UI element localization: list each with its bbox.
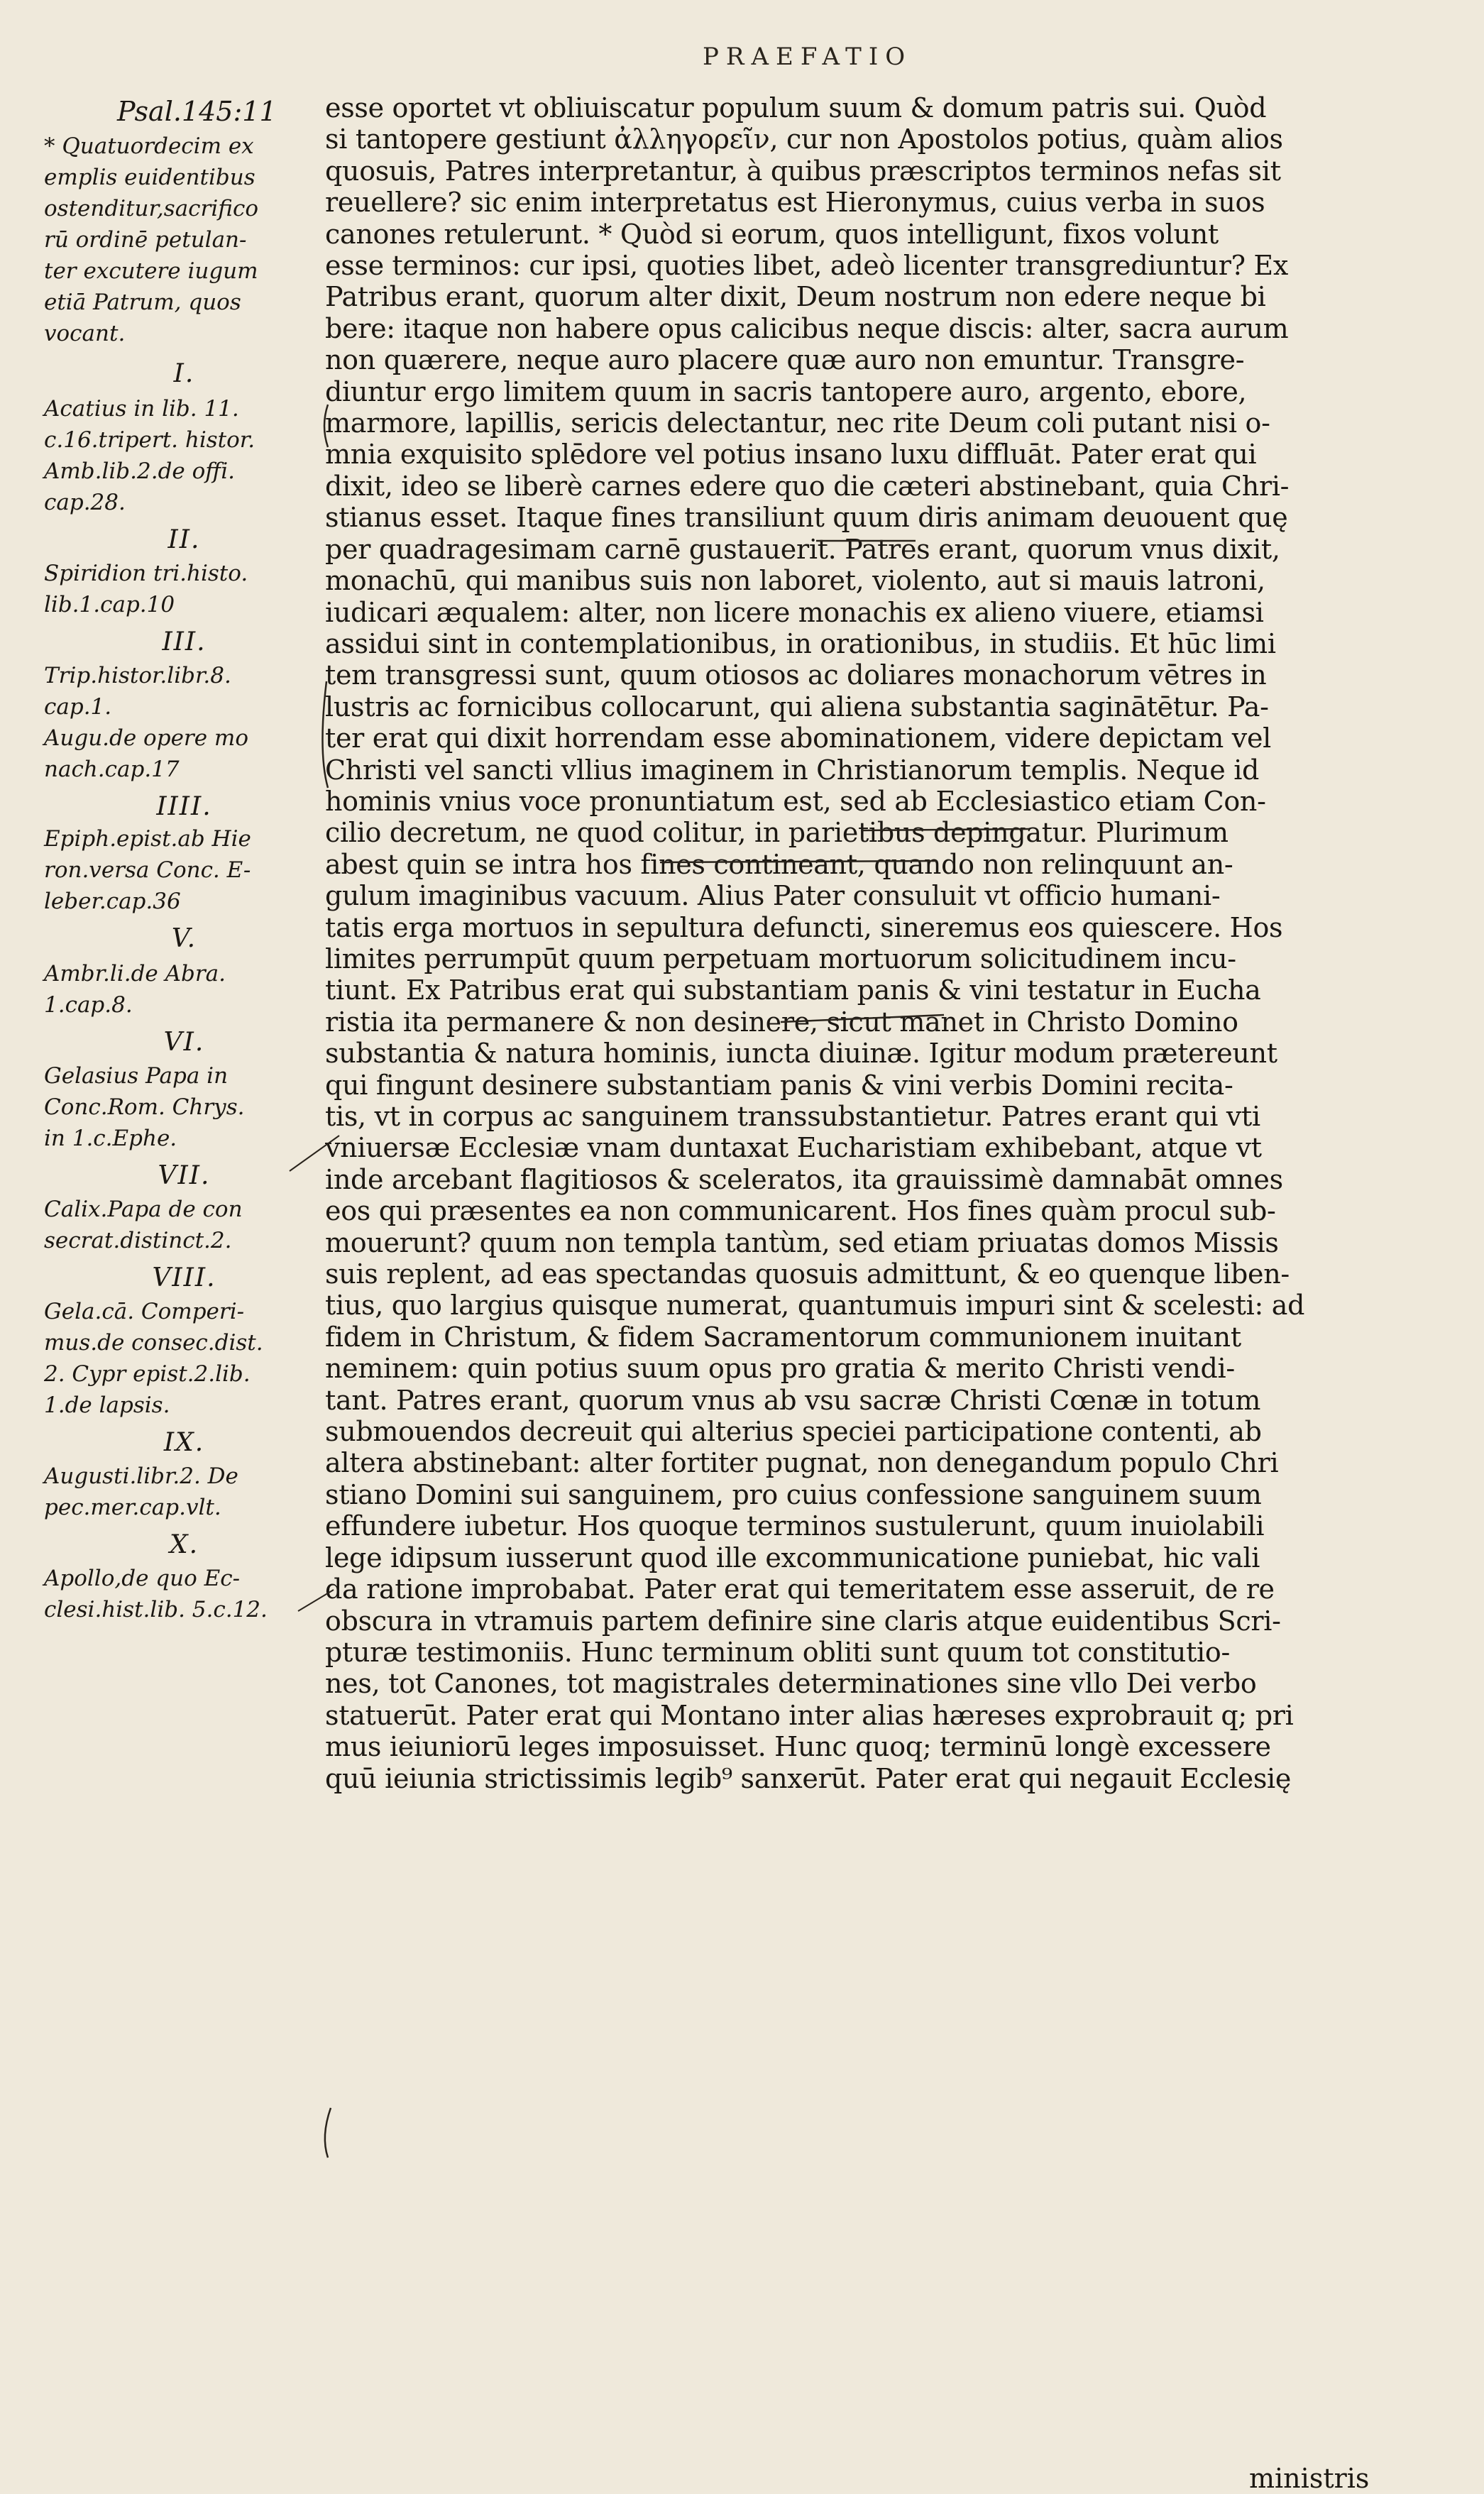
text-line: quosuis, Patres interpretantur, à quibus præscriptos terminos nefas sit	[325, 155, 1281, 187]
text-line: bere: itaque non habere opus calicibus neque discis: alter, sacra aurum	[325, 312, 1289, 344]
text-line: inde arcebant flagitiosos & sceleratos, ita grauissimè damnabāt omnes	[325, 1163, 1283, 1195]
margin-note: Calix.Papa de con secrat.distinct.2.	[44, 1197, 243, 1253]
text-line: Patribus erant, quorum alter dixit, Deum nostrum non edere neque bi	[325, 281, 1266, 313]
text-line: statuerūt. Pater erat qui Montano inter alias hæreses exprobrauit q; pri	[325, 1699, 1294, 1731]
text-line: esse terminos: cur ipsi, quoties libet, adeò licenter transgrediuntur? Ex	[325, 250, 1288, 282]
text-line: mus ieiuniorū leges imposuisset. Hunc quoq; terminū longè excessere	[325, 1731, 1271, 1763]
text-line: reuellere? sic enim interpretatus est Hieronymus, cuius verba in suos	[325, 187, 1265, 219]
text-line: monachū, qui manibus suis non laboret, violento, aut si mauis latroni,	[325, 565, 1265, 597]
text-line: stianus esset. Itaque fines transiliunt quum diris animam deuouent quę	[325, 502, 1288, 534]
text-line: mouerunt? quum non templa tantùm, sed etiam priuatas domos Missis	[325, 1226, 1279, 1258]
margin-section-number: I.	[173, 359, 195, 388]
margin-note: Ambr.li.de Abra. 1.cap.8.	[44, 961, 226, 1018]
running-head: PRAEFATIO	[703, 43, 913, 71]
text-line: tatis erga mortuos in sepultura defuncti, sineremus eos quiescere. Hos	[325, 911, 1283, 943]
text-line: fidem in Christum, & fidem Sacramentorum communionem inuitant	[325, 1321, 1241, 1353]
margin-notes	[44, 131, 324, 1625]
text-line: tem transgressi sunt, quum otiosos ac doliares monachorum vētres in	[325, 659, 1267, 691]
text-line: canones retulerunt. * Quòd si eorum, quos intelligunt, fixos volunt	[325, 218, 1219, 250]
text-line: ristia ita permanere & non desinere, sicut manet in Christo Domino	[325, 1006, 1238, 1038]
margin-note: Acatius in lib. 11. c.16.tripert. histor. Amb.lib.2.de offi. cap.28.	[44, 396, 255, 515]
margin-section-number: II.	[167, 525, 201, 554]
text-line: neminem: quin potius suum opus pro gratia & merito Christi vendi-	[325, 1353, 1235, 1385]
margin-note: Apollo,de quo Ec- clesi.hist.lib. 5.c.12.	[44, 1566, 268, 1622]
text-line: hominis vnius voce pronuntiatum est, sed ab Ecclesiastico etiam Con-	[325, 785, 1266, 817]
text-line: lege idipsum iusserunt quod ille excommunicatione puniebat, hic vali	[325, 1542, 1260, 1573]
margin-section-number: VII.	[158, 1161, 211, 1190]
margin-section-number: IIII.	[156, 792, 212, 821]
text-line: esse oportet vt obliuiscatur populum suum & domum patris sui. Quòd	[325, 92, 1267, 123]
text-line: si tantopere gestiunt ἀλληγορεῖν, cur non Apostolos potius, quàm alios	[325, 123, 1283, 155]
text-line: substantia & natura hominis, iuncta diuinæ. Igitur modum prætereunt	[325, 1038, 1277, 1070]
text-line: qui fingunt desinere substantiam panis & vini verbis Domini recita-	[325, 1069, 1233, 1101]
margin-section-number: X.	[169, 1530, 199, 1559]
text-line: lustris ac fornicibus collocarunt, qui aliena substantia saginātētur. Pa-	[325, 691, 1269, 723]
text-line: assidui sint in contemplationibus, in orationibus, in studiis. Et hūc limi	[325, 627, 1276, 659]
margin-section-number: VIII.	[152, 1263, 216, 1292]
text-line: eos qui præsentes ea non communicarent. Hos fines quàm procul sub-	[325, 1195, 1276, 1227]
text-line: tiunt. Ex Patribus erat qui substantiam panis & vini testatur in Eucha	[325, 974, 1261, 1006]
margin-section-number: VI.	[163, 1028, 205, 1057]
text-line: tant. Patres erant, quorum vnus ab vsu sacræ Christi Cœnæ in totum	[325, 1384, 1261, 1416]
text-line: suis replent, ad eas spectandas quosuis admittunt, & eo quenque liben-	[325, 1258, 1290, 1290]
margin-note: Epiph.epist.ab Hie ron.versa Conc. E- leber.cap.36	[44, 826, 251, 914]
text-line: limites perrumpūt quum perpetuam mortuorum solicitudinem incu-	[325, 943, 1236, 974]
bracket-mark	[325, 2108, 331, 2158]
text-line: vniuersæ Ecclesiæ vnam duntaxat Eucharistiam exhibebant, atque vt	[325, 1132, 1262, 1164]
text-line: cilio decretum, ne quod colitur, in parietibus depingatur. Plurimum	[325, 817, 1229, 849]
margin-section-number: IX.	[163, 1428, 205, 1457]
margin-section-number: III.	[162, 627, 207, 657]
text-line: da ratione improbabat. Pater erat qui temeritatem esse asseruit, de re	[325, 1573, 1275, 1605]
text-line: tis, vt in corpus ac sanguinem transsubstantietur. Patres erant qui vti	[325, 1101, 1260, 1132]
text-line: stiano Domini sui sanguinem, pro cuius confessione sanguinem suum	[325, 1478, 1262, 1510]
text-line: Christi vel sancti vllius imaginem in Christianorum templis. Neque id	[325, 754, 1260, 786]
text-line: abest quin se intra hos fines contineant, quando non relinquunt an-	[325, 848, 1233, 880]
margin-note: Gela.cā. Comperi- mus.de consec.dist. 2. Cypr epist.2.lib. 1.de lapsis.	[44, 1299, 263, 1418]
text-line: mnia exquisito splēdore vel potius insano luxu diffluāt. Pater erat qui	[325, 439, 1257, 471]
margin-note: * Quatuordecim ex emplis euidentibus ostenditur,sacrifico rū ordinē petulan- ter excutere iugum etiā Patrum, quos vocant.	[44, 133, 258, 346]
text-line: quū ieiunia strictissimis legib⁹ sanxerūt. Pater erat qui negauit Ecclesię	[325, 1762, 1292, 1794]
catchword: ministris	[1249, 2463, 1370, 2494]
text-line: gulum imaginibus vacuum. Alius Pater consuluit vt officio humani-	[325, 880, 1221, 912]
margin-note: Gelasius Papa in Conc.Rom. Chrys. in 1.c.Ephe.	[44, 1063, 245, 1151]
text-line: submouendos decreuit qui alterius speciei participatione contenti, ab	[325, 1416, 1262, 1448]
text-line: per quadragesimam carnē gustauerit. Patres erant, quorum vnus dixit,	[325, 533, 1280, 565]
text-line: altera abstinebant: alter fortiter pugnat, non denegandum populo Chri	[325, 1447, 1279, 1479]
text-line: effundere iubetur. Hos quoque terminos sustulerunt, quum inuiolabili	[325, 1510, 1265, 1542]
text-line: marmore, lapillis, sericis delectantur, nec rite Deum coli putant nisi o-	[325, 407, 1270, 439]
margin-note: Spiridion tri.histo. lib.1.cap.10	[44, 561, 248, 617]
margin-note: Trip.histor.libr.8. cap.1. Augu.de opere mo nach.cap.17	[44, 663, 248, 782]
main-text	[325, 92, 1375, 1794]
text-line: non quærere, neque auro placere quæ auro non emuntur. Transgre-	[325, 344, 1245, 376]
text-line: nes, tot Canones, tot magistrales determinationes sine vllo Dei verbo	[325, 1668, 1257, 1700]
margin-reference-psalm: Psal.145:11	[117, 96, 277, 127]
text-line: iudicari æqualem: alter, non licere monachis ex alieno viuere, etiamsi	[325, 596, 1264, 628]
text-line: diuntur ergo limitem quum in sacris tantopere auro, argento, ebore,	[325, 375, 1247, 407]
margin-note: Augusti.libr.2. De pec.mer.cap.vlt.	[44, 1463, 238, 1520]
text-line: dixit, ideo se liberè carnes edere quo die cæteri abstinebant, quia Chri-	[325, 470, 1290, 502]
text-line: ter erat qui dixit horrendam esse abominationem, videre depictam vel	[325, 723, 1272, 754]
text-line: pturæ testimoniis. Hunc terminum obliti sunt quum tot constitutio-	[325, 1636, 1231, 1668]
text-line: obscura in vtramuis partem definire sine claris atque euidentibus Scri-	[325, 1605, 1281, 1637]
margin-section-number: V.	[171, 924, 197, 953]
text-line: tius, quo largius quisque numerat, quantumuis impuri sint & scelesti: ad	[325, 1290, 1305, 1322]
